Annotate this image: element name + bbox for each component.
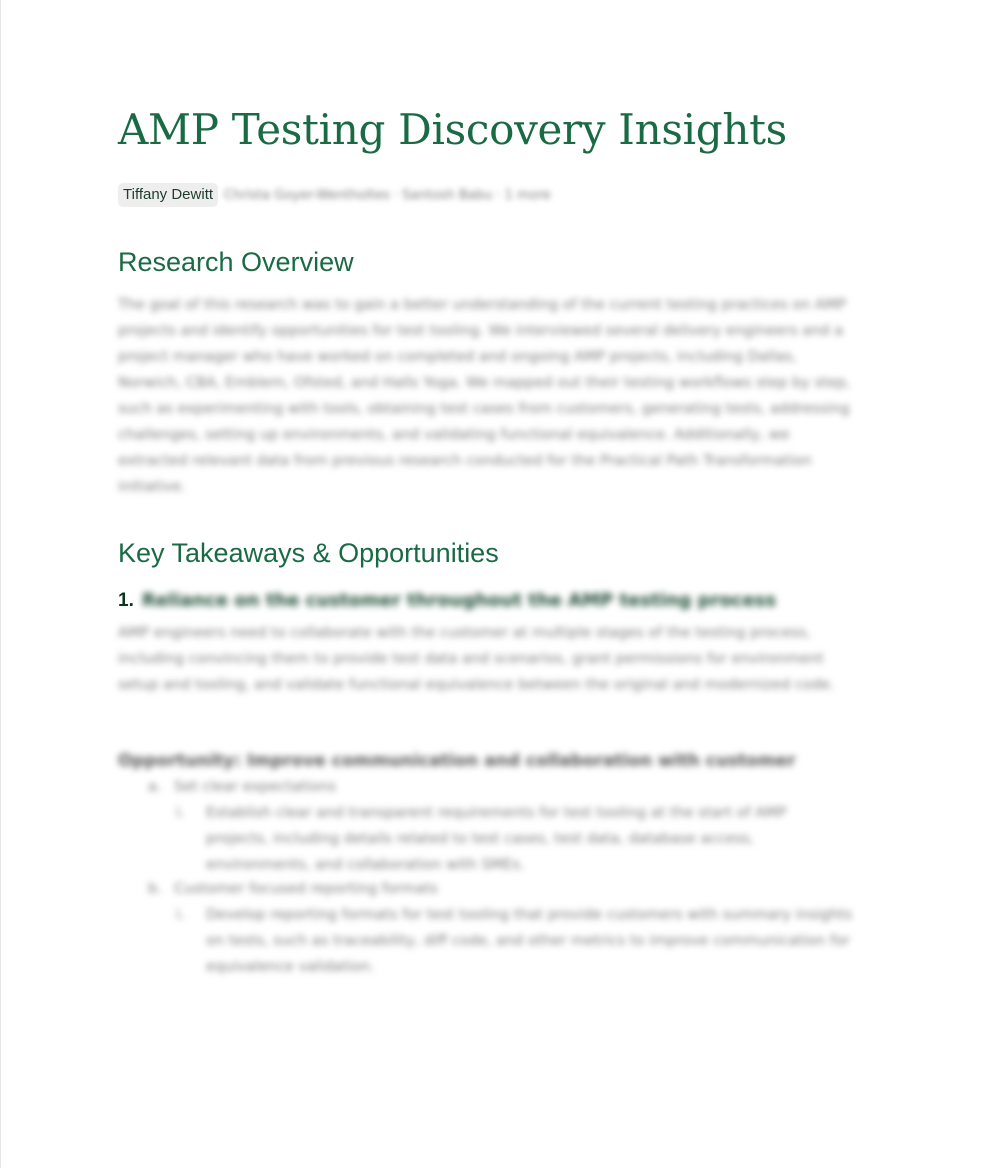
list-marker: b.: [148, 881, 162, 897]
takeaway-1-paragraph: AMP engineers need to collaborate with the customer at multiple stages of the testing process, including convincing them to provide test data and scenarios, grant permissions for environment setup and tooling, and validate functional equivalence between the original and modernized code.: [118, 625, 835, 693]
research-overview-heading: Research Overview: [118, 247, 354, 277]
key-takeaways-heading: Key Takeaways & Opportunities: [118, 538, 499, 568]
list-item-label: Customer focused reporting formats: [174, 881, 438, 897]
sub-list-marker: i.: [176, 907, 185, 923]
takeaway-1-heading: [118, 590, 776, 612]
list-item: [148, 774, 888, 800]
byline-meta: Christa Goyer-Wentholtes · Santosh Babu · 1 more: [224, 187, 551, 203]
sub-list-item: [176, 902, 856, 980]
takeaway-1-number: 1.: [118, 590, 134, 611]
list-marker: a.: [148, 779, 162, 795]
sub-list-item-label: Establish clear and transparent requirements for test tooling at the start of AMP projects, including details related to test cases, test data, database access, environments, and collaboration with SMEs.: [206, 805, 787, 873]
document-title: AMP Testing Discovery Insights: [118, 105, 787, 154]
takeaway-1-title: Reliance on the customer throughout the AMP testing process: [141, 590, 777, 611]
list-item-label: Set clear expectations: [174, 779, 337, 795]
list-item: [148, 876, 888, 902]
opportunity-heading: Opportunity: Improve communication and collaboration with customer: [118, 751, 796, 771]
research-overview-paragraph: The goal of this research was to gain a better understanding of the current testing practices on AMP projects and identify opportunities for test tooling. We interviewed several delivery engineers and a project manager who have worked on completed and ongoing AMP projects, including Dallas, Norwich, CBA, Emblem, Ofsted, and Halls Yoga. We mapped out their testing workflows step by step, such as experimenting with tools, obtaining test cases from customers, generating tests, addressing challenges, setting up environments, and validating functional equivalence. Additionally, we extracted relevant data from previous research conducted for the Practical Path Transformation initiative.: [118, 297, 851, 495]
sub-list-item-label: Develop reporting formats for test tooling that provide customers with summary insights on tests, such as traceability, diff code, and other metrics to improve communication for equivalence validation.: [206, 907, 853, 975]
sub-list-marker: i.: [176, 805, 185, 821]
sub-list-item: [176, 800, 806, 878]
author-chip[interactable]: Tiffany Dewitt: [118, 183, 218, 207]
page-edge: [0, 0, 1, 1168]
byline: [118, 182, 551, 208]
